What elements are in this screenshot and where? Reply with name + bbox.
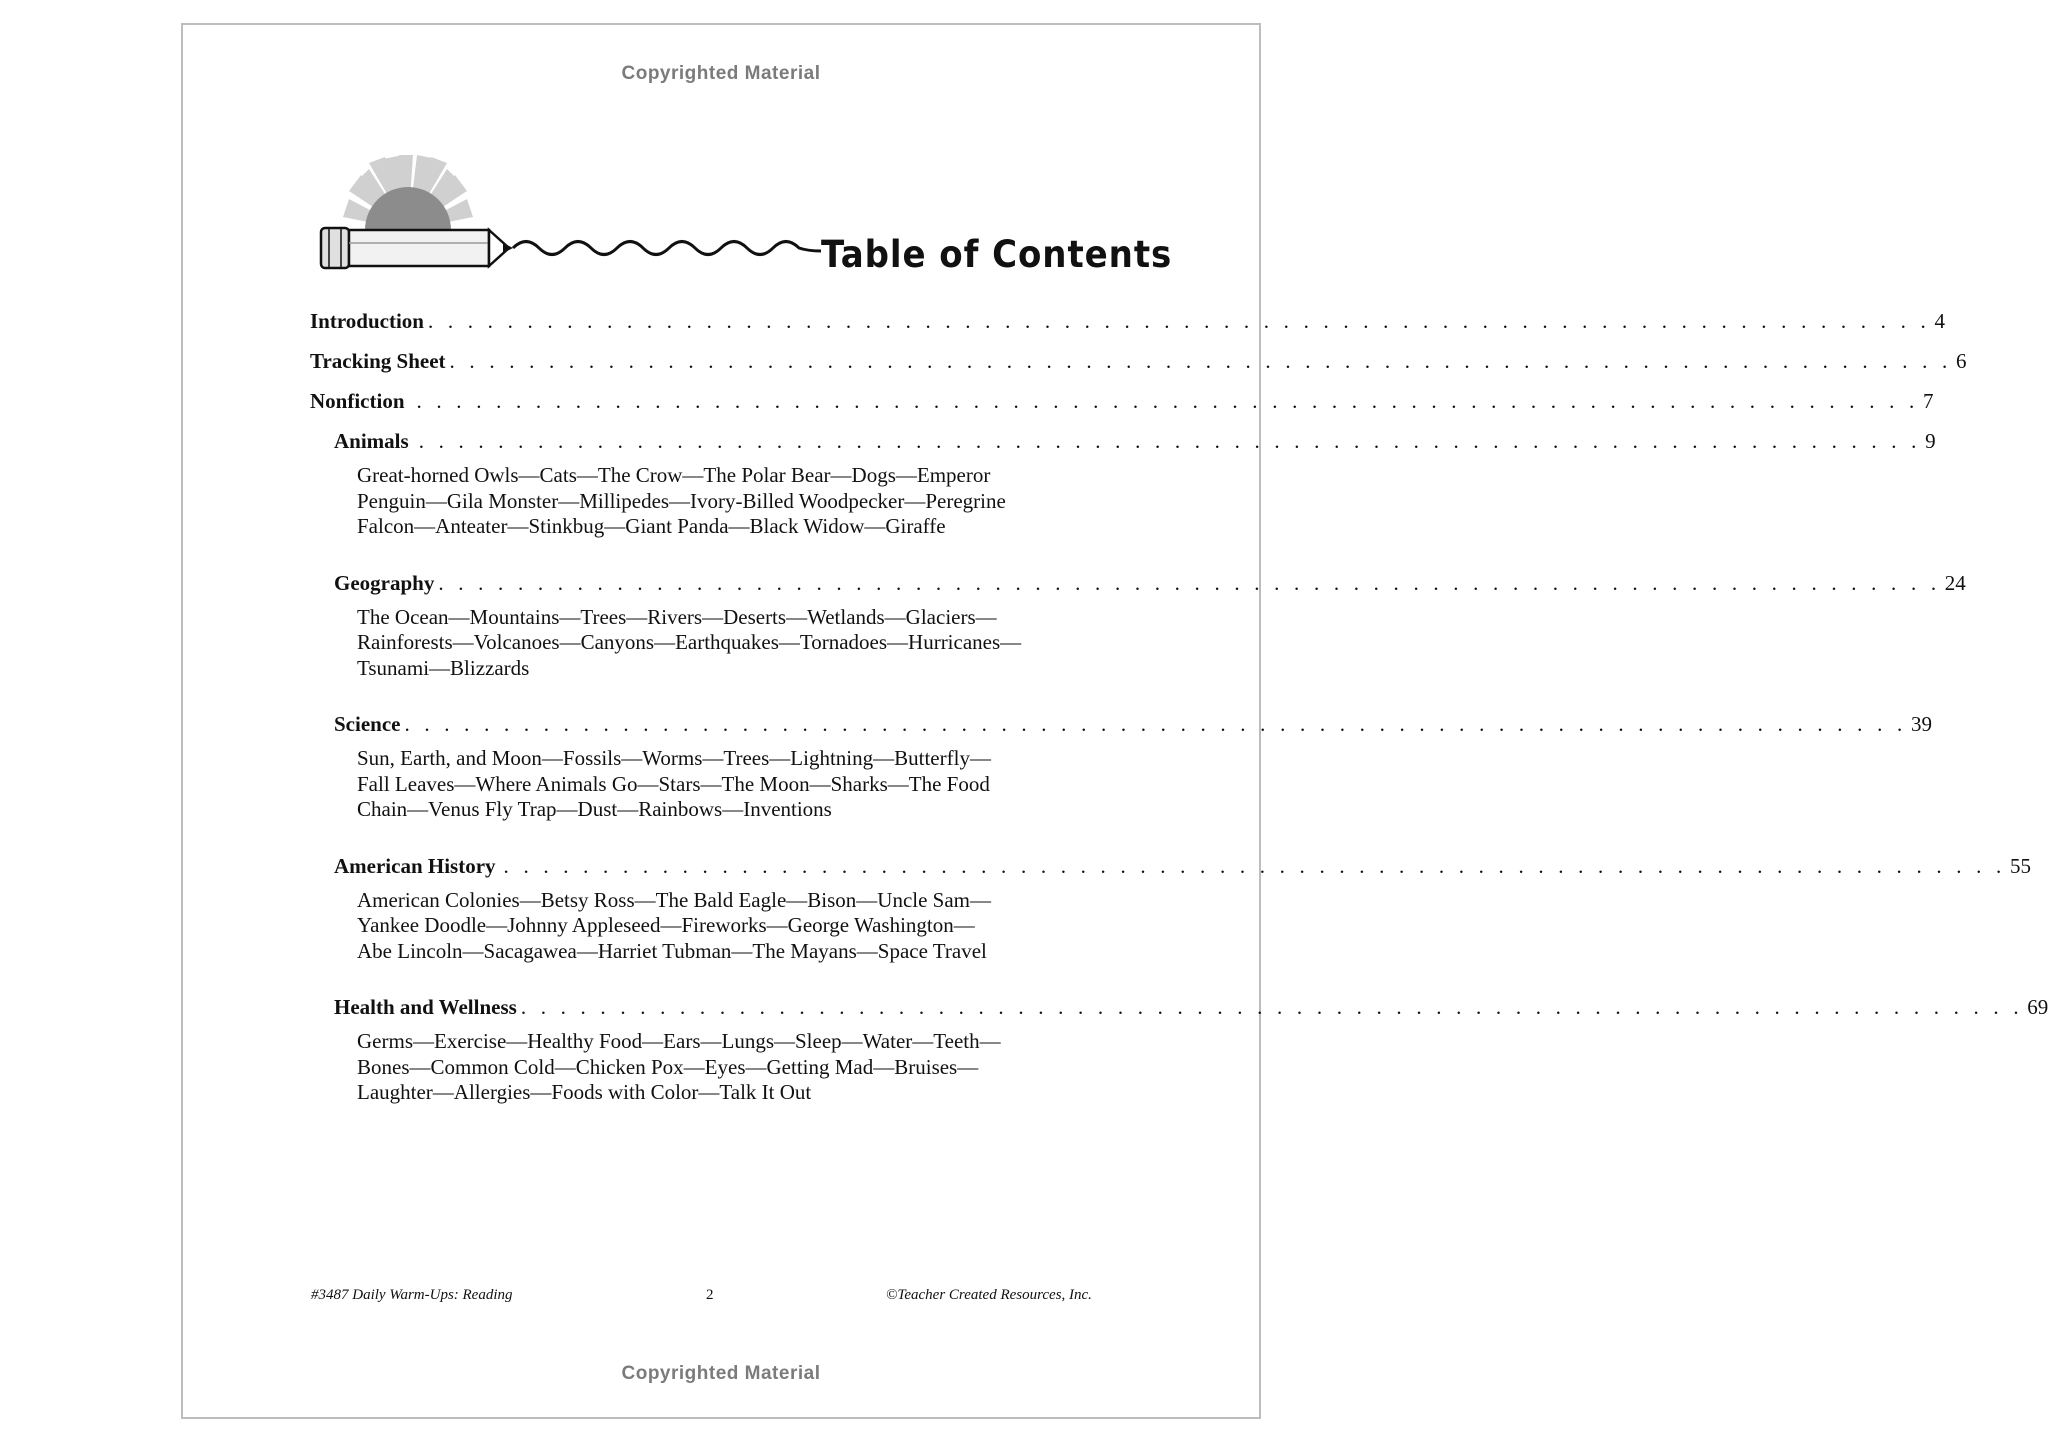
footer-book-title: #3487 Daily Warm-Ups: Reading: [311, 1287, 513, 1303]
toc-entry-label: Introduction: [310, 309, 424, 333]
watermark-bottom: Copyrighted Material: [621, 1363, 821, 1384]
footer-page-number: 2: [706, 1287, 714, 1303]
toc-section-page: 55: [2010, 853, 2031, 878]
toc-section-topics: [310, 463, 1077, 540]
toc-entry-introduction[interactable]: [310, 301, 1945, 341]
topic-line: Yankee Doodle—Johnny Appleseed—Fireworks—George Washington—: [357, 913, 975, 937]
table-of-contents: [310, 301, 2048, 1129]
toc-entry-nonfiction[interactable]: [310, 381, 1934, 421]
toc-section-topics: [310, 746, 1077, 823]
toc-section-geography[interactable]: [310, 563, 1966, 603]
toc-section-label: Health and Wellness: [334, 995, 517, 1019]
page-title: Table of Contents: [821, 233, 1173, 276]
toc-section-science[interactable]: [310, 704, 1932, 744]
toc-section-topics: [310, 888, 1077, 965]
document-page: [181, 23, 2048, 1419]
dot-leader: . . . . . . . . . . . . . . . . . . . . . . . . . . . . . . . . . . . . . . . . . . . . . . . . . . . . . . . . . . . . . . . . . . . . . . . . . . . .: [503, 853, 2006, 878]
toc-section-health-and-wellness[interactable]: [310, 987, 2048, 1027]
toc-entry-label: Nonfiction: [310, 389, 405, 413]
toc-entry-tracking-sheet[interactable]: [310, 341, 1967, 381]
toc-section-page: 9: [1925, 429, 1936, 453]
toc-section-animals[interactable]: [310, 421, 1936, 461]
dot-leader: . . . . . . . . . . . . . . . . . . . . . . . . . . . . . . . . . . . . . . . . . . . . . . . . . . . . . . . . . . . . . . . . . . . . . . . . . . . .: [520, 995, 2024, 1019]
header-art: [313, 155, 1173, 285]
dot-leader: . . . . . . . . . . . . . . . . . . . . . . . . . . . . . . . . . . . . . . . . . . . . . . . . . . . . . . . . . . . . . . . . . . . . . . . . . . . .: [418, 429, 1922, 453]
dot-leader: . . . . . . . . . . . . . . . . . . . . . . . . . . . . . . . . . . . . . . . . . . . . . . . . . . . . . . . . . . . . . . . . . . . . . . . . . . . .: [449, 349, 1952, 373]
dot-leader: . . . . . . . . . . . . . . . . . . . . . . . . . . . . . . . . . . . . . . . . . . . . . . . . . . . . . . . . . . . . . . . . . . . . . . . . . . . .: [427, 309, 1931, 333]
topic-line: Laughter—Allergies—Foods with Color—Talk It Out: [357, 1080, 812, 1104]
topic-line: Rainforests—Volcanoes—Canyons—Earthquakes—Tornadoes—Hurricanes—: [357, 630, 1022, 654]
toc-section-page: 69: [2027, 995, 2048, 1019]
topic-line: Germs—Exercise—Healthy Food—Ears—Lungs—Sleep—Water—Teeth—: [357, 1029, 1001, 1053]
squiggle-line: [513, 242, 821, 255]
toc-section-page: 39: [1910, 712, 1932, 736]
toc-section-topics: [310, 1029, 1077, 1106]
dot-leader: . . . . . . . . . . . . . . . . . . . . . . . . . . . . . . . . . . . . . . . . . . . . . . . . . . . . . . . . . . . . . . . . . . . . . . . . . . . .: [416, 389, 1919, 413]
topic-line: Sun, Earth, and Moon—Fossils—Worms—Trees—Lightning—Butterfly—: [357, 746, 991, 770]
topic-line: Abe Lincoln—Sacagawea—Harriet Tubman—The Mayans—Space Travel: [357, 938, 987, 963]
toc-section-page: 24: [1944, 570, 1966, 595]
topic-line: American Colonies—Betsy Ross—The Bald Eagle—Bison—Uncle Sam—: [357, 887, 991, 912]
topic-line: Penguin—Gila Monster—Millipedes—Ivory-Billed Woodpecker—Peregrine: [357, 488, 1006, 513]
footer-copyright: ©Teacher Created Resources, Inc.: [886, 1287, 1092, 1303]
toc-section-american-history[interactable]: [310, 846, 2031, 886]
toc-section-label: American History: [334, 853, 496, 878]
topic-line: Falcon—Anteater—Stinkbug—Giant Panda—Black Widow—Giraffe: [357, 514, 946, 538]
topic-line: Bones—Common Cold—Chicken Pox—Eyes—Getting Mad—Bruises—: [357, 1054, 979, 1079]
dot-leader: . . . . . . . . . . . . . . . . . . . . . . . . . . . . . . . . . . . . . . . . . . . . . . . . . . . . . . . . . . . . . . . . . . . . . . . . . . . .: [438, 570, 1941, 595]
dot-leader: . . . . . . . . . . . . . . . . . . . . . . . . . . . . . . . . . . . . . . . . . . . . . . . . . . . . . . . . . . . . . . . . . . . . . . . . . . . .: [404, 712, 1907, 736]
topic-line: Fall Leaves—Where Animals Go—Stars—The Moon—Sharks—The Food: [357, 771, 990, 796]
pencil-icon: [321, 228, 513, 268]
toc-section-label: Science: [334, 712, 401, 736]
sun-icon: [343, 155, 473, 230]
toc-entry-page: 6: [1955, 349, 1967, 373]
toc-section-topics: [310, 605, 1077, 682]
toc-entry-page: 4: [1934, 309, 1945, 333]
toc-section-label: Animals: [334, 429, 409, 453]
toc-entry-label: Tracking Sheet: [310, 349, 446, 373]
watermark-top: Copyrighted Material: [621, 63, 821, 84]
toc-section-label: Geography: [334, 570, 435, 595]
topic-line: Tsunami—Blizzards: [357, 655, 530, 680]
topic-line: Great-horned Owls—Cats—The Crow—The Polar Bear—Dogs—Emperor: [357, 463, 991, 487]
topic-line: Chain—Venus Fly Trap—Dust—Rainbows—Inventions: [357, 797, 832, 821]
toc-entry-page: 7: [1922, 389, 1934, 413]
topic-line: The Ocean—Mountains—Trees—Rivers—Deserts—Wetlands—Glaciers—: [357, 604, 997, 629]
